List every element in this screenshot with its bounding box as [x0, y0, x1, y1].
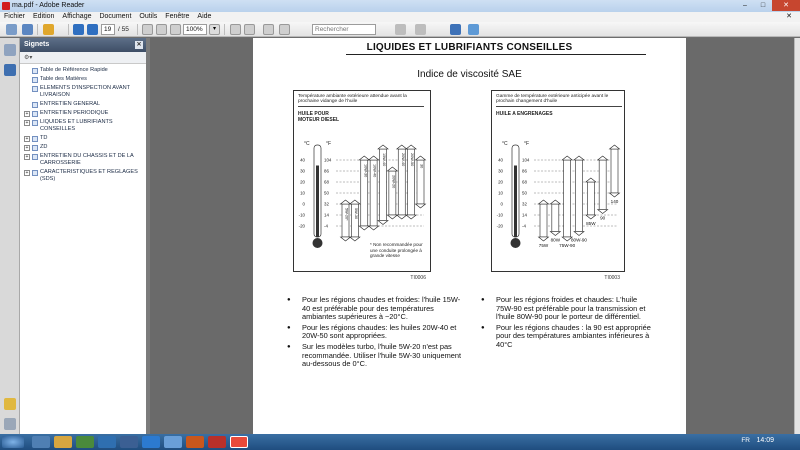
pdf-page: [253, 38, 686, 434]
range-arrow-down: [539, 237, 549, 241]
tick-label-f: 14: [522, 212, 527, 218]
tick-label-c: 10: [498, 190, 503, 196]
axis-unit-f: °F: [326, 141, 332, 147]
bookmark-icon: [32, 120, 38, 126]
window-controls: [736, 0, 800, 12]
email-icon[interactable]: [22, 24, 33, 35]
bookmark-item[interactable]: [20, 75, 146, 84]
taskbar-media-icon[interactable]: [76, 436, 94, 448]
rotate-icon[interactable]: [279, 24, 290, 35]
range-arrow-down: [359, 226, 369, 230]
convert-pdf-icon[interactable]: [450, 24, 461, 35]
tick-label-c: -20: [298, 223, 305, 229]
panel-close-icon[interactable]: ✕: [136, 42, 142, 48]
expand-icon[interactable]: +: [25, 170, 29, 176]
range-arrow-down: [550, 232, 560, 236]
tick-label-c: -10: [298, 212, 305, 218]
taskbar-app-icon[interactable]: [120, 436, 138, 448]
thermometer-bulb: [511, 238, 521, 248]
tray-language[interactable]: FR: [741, 437, 750, 444]
bookmarks-panel-icon[interactable]: [4, 64, 16, 76]
bullet-item: ● Sur les modèles turbo, l'huile 5W-20 n'est pas recommandée. Utiliser l'huile 5W-30 uniquement au-dessous de 0°C.: [287, 341, 462, 369]
range-arrow-down: [397, 215, 407, 219]
tick-label-f: 68: [324, 179, 329, 185]
zoom-select[interactable]: 100%: [183, 24, 207, 35]
bookmarks-panel-title: Signets: [24, 41, 50, 48]
bookmark-icon: [32, 111, 38, 117]
read-mode-icon[interactable]: [263, 24, 274, 35]
taskbar-app4-icon[interactable]: [208, 436, 226, 448]
title-rule: [346, 54, 646, 55]
tick-label-c: -10: [496, 212, 503, 218]
tick-label-c: 20: [498, 179, 503, 185]
window-title: ma.pdf - Adobe Reader: [12, 2, 85, 9]
left-bullet-column: [287, 296, 462, 369]
bookmark-label: ENTRETIEN PERIODIQUE: [40, 110, 109, 116]
previous-page-icon[interactable]: [73, 24, 84, 35]
range-arrow-up: [387, 167, 397, 171]
range-arrow-up: [416, 156, 426, 160]
print-icon[interactable]: [6, 24, 17, 35]
range-arrow-down: [341, 237, 351, 241]
range-arrow-down: [387, 215, 397, 219]
bookmark-label: ZD: [40, 144, 48, 150]
bookmark-item[interactable]: [20, 118, 146, 134]
range-bar: [611, 149, 618, 193]
expand-icon[interactable]: +: [25, 136, 29, 142]
category-label: 30: [419, 164, 424, 169]
range-arrow-down: [586, 215, 596, 219]
range-arrow-up: [341, 200, 351, 204]
tick-label-c: 40: [300, 157, 305, 163]
range-bar: [587, 182, 594, 215]
menu-fichier[interactable]: Fichier: [4, 13, 26, 20]
tick-label-f: 14: [324, 212, 329, 218]
category-label: 80W: [550, 237, 561, 243]
zoom-out-icon[interactable]: [170, 24, 181, 35]
comments-panel-icon[interactable]: [4, 398, 16, 410]
range-bar: [599, 160, 606, 210]
engine-chart-subtitle: HUILE POUR MOTEUR DIESEL: [298, 111, 340, 123]
bookmark-label: Table de Référence Rapide: [40, 67, 108, 73]
taskbar: [0, 434, 800, 450]
sign-icon[interactable]: [395, 24, 406, 35]
category-label: 20W-40: [400, 153, 405, 167]
tick-label-c: 0: [302, 201, 305, 207]
range-arrow-up: [369, 156, 379, 160]
category-label: 75W: [538, 243, 549, 248]
tick-label-f: 104: [324, 157, 332, 163]
bookmarks-panel-header: [20, 38, 146, 52]
comment-icon[interactable]: [415, 24, 426, 35]
fit-width-icon[interactable]: [244, 24, 255, 35]
navigation-pane-icons: [0, 38, 20, 434]
bookmark-icon: [32, 68, 38, 74]
axis-unit-c: °C: [502, 141, 508, 147]
range-arrow-up: [586, 178, 596, 182]
bookmark-icon: [32, 77, 38, 83]
range-arrow-up: [378, 145, 388, 149]
tick-label-f: 86: [522, 168, 527, 174]
toolbar: [0, 22, 800, 37]
range-arrow-up: [598, 156, 608, 160]
menu-outils[interactable]: Outils: [139, 13, 158, 20]
engine-oil-chart: [293, 90, 431, 281]
tick-label-c: 20: [300, 179, 305, 185]
taskbar-clock[interactable]: 14:09: [756, 437, 774, 444]
gear-chart-title: Gamme de température extérieure anticipée avant le prochain changement d'huile: [496, 94, 622, 107]
engine-chart-note: * Non recommandée pour une conduite prolongée à grande vitesse: [370, 242, 423, 258]
gear-chart-plot: [492, 91, 626, 273]
bookmark-icon: [32, 154, 38, 160]
bookmark-item[interactable]: [20, 143, 146, 152]
category-label: 140: [610, 199, 619, 204]
menu-document[interactable]: Document: [99, 13, 132, 20]
range-arrow-down: [416, 204, 426, 208]
bookmark-list: [20, 64, 146, 184]
acrobat-online-icon[interactable]: [468, 24, 479, 35]
category-label: 5W-20*: [344, 208, 349, 221]
zoom-dropdown-icon[interactable]: ▾: [209, 24, 220, 35]
range-bar: [564, 160, 571, 237]
range-arrow-up: [397, 145, 407, 149]
range-arrow-down: [574, 232, 584, 236]
bookmark-options-icon[interactable]: ⚙▾: [24, 55, 33, 61]
attachments-panel-icon[interactable]: [4, 418, 16, 430]
range-arrow-up: [562, 156, 572, 160]
range-arrow-down: [369, 226, 379, 230]
search-input[interactable]: Rechercher: [312, 24, 376, 35]
range-arrow-up: [574, 156, 584, 160]
taskbar-word-icon[interactable]: [142, 436, 160, 448]
category-label: 10W-30: [363, 164, 368, 178]
range-arrow-up: [550, 200, 560, 204]
close-document-icon[interactable]: ✕: [786, 13, 792, 20]
engine-chart-title: Température ambiante extérieure attendue avant la prochaine vidange de l'huile: [298, 94, 424, 107]
tick-label-f: -4: [324, 223, 328, 229]
tick-label-c: -20: [496, 223, 503, 229]
category-label: 80W-90: [570, 237, 588, 243]
tick-label-f: 86: [324, 168, 329, 174]
bookmark-label: ELEMENTS D'INSPECTION AVANT LIVRAISON: [40, 85, 130, 98]
taskbar-ie-icon[interactable]: [98, 436, 116, 448]
category-label: 20W-20: [391, 175, 396, 189]
range-arrow-down: [598, 210, 608, 214]
menu-fenetre[interactable]: Fenêtre: [165, 13, 190, 20]
bullet-item: ● Pour les régions chaudes et froides: l'huile 15W-40 est préférable pour des températures ambiantes supérieures à −20°C.: [287, 295, 461, 322]
range-arrow-up: [610, 145, 620, 149]
bookmark-item[interactable]: [20, 168, 146, 184]
tick-label-f: -4: [522, 223, 526, 229]
tick-label-f: 104: [522, 157, 530, 163]
range-arrow-down: [350, 237, 360, 241]
tick-label-f: 32: [324, 201, 329, 207]
fit-page-icon[interactable]: [230, 24, 241, 35]
bookmark-icon: [32, 102, 38, 108]
tick-label-c: 30: [498, 168, 503, 174]
range-bar: [576, 160, 583, 232]
tick-label-c: 0: [500, 201, 503, 207]
section-title: LIQUIDES ET LUBRIFIANTS CONSEILLES: [366, 42, 573, 53]
thermometer-mercury: [514, 166, 517, 238]
bookmark-label: TD: [40, 135, 48, 141]
taskbar-app3-icon[interactable]: [186, 436, 204, 448]
tick-label-c: 10: [300, 190, 305, 196]
axis-unit-f: °F: [524, 141, 530, 147]
bullet-item: ● Pour les régions chaudes: les huiles 20W-40 et 20W-50 sont appropriées.: [287, 322, 457, 341]
category-label: 15W-40: [382, 153, 386, 167]
category-label: 5W-30: [353, 208, 358, 220]
range-arrow-down: [610, 193, 620, 197]
bookmarks-toolbar: [20, 52, 146, 64]
bookmark-icon: [32, 86, 38, 92]
taskbar-app2-icon[interactable]: [164, 436, 182, 448]
minimize-button[interactable]: –: [743, 2, 747, 9]
right-bullet-column: [481, 296, 656, 350]
expand-icon[interactable]: +: [25, 120, 29, 126]
category-label: 85W: [586, 221, 596, 226]
bookmark-label: ENTRETIEN DU CHASSIS ET DE LA CARROSSERIE: [40, 153, 134, 166]
range-arrow-down: [406, 215, 416, 219]
bookmark-item[interactable]: [20, 152, 146, 168]
next-page-icon[interactable]: [87, 24, 98, 35]
taskbar-adobe-reader-icon[interactable]: [230, 436, 248, 448]
category-label: 10W-40: [372, 164, 377, 178]
category-label: 75W-90: [559, 243, 576, 248]
bookmark-item[interactable]: [20, 84, 146, 100]
gear-oil-chart: [491, 90, 625, 281]
range-arrow-up: [350, 200, 360, 204]
bookmark-label: LIQUIDES ET LUBRIFIANTS CONSEILLES: [40, 119, 113, 132]
document-area: [150, 38, 800, 434]
tick-label-c: 40: [498, 157, 503, 163]
category-label: 90: [600, 215, 606, 221]
tick-label-f: 50: [522, 190, 527, 196]
menu-edition[interactable]: Edition: [33, 13, 55, 20]
engine-chart-ref: TI0006: [410, 275, 426, 281]
axis-unit-c: °C: [304, 141, 310, 147]
taskbar-folder-icon[interactable]: [54, 436, 72, 448]
document-scrollbar[interactable]: [794, 38, 800, 434]
page-subtitle: Indice de viscosité SAE: [417, 69, 522, 80]
page-number-input[interactable]: 19: [101, 24, 115, 35]
tick-label-f: 32: [522, 201, 527, 207]
page-total: / 55: [118, 26, 129, 33]
tick-label-c: 30: [300, 168, 305, 174]
tick-label-f: 50: [324, 190, 329, 196]
maximize-button[interactable]: □: [760, 2, 766, 9]
range-arrow-up: [406, 145, 416, 149]
pages-panel-icon[interactable]: [4, 44, 16, 56]
menu-aide[interactable]: Aide: [197, 13, 212, 20]
bookmark-item[interactable]: [20, 100, 146, 109]
bookmark-item[interactable]: [20, 66, 146, 75]
close-button[interactable]: ✕: [772, 0, 800, 11]
bookmark-item[interactable]: [20, 109, 146, 118]
range-bar: [540, 204, 547, 237]
bookmark-icon: [32, 170, 38, 176]
select-tool-icon[interactable]: [142, 24, 153, 35]
expand-icon[interactable]: +: [25, 145, 29, 151]
bookmarks-panel: [20, 38, 147, 434]
bookmark-label: ENTRETIEN GENERAL: [40, 101, 100, 107]
bullet-item: ● Pour les régions froides et chaudes: L'huile 75W-90 est préférable pour la transmission et l'huile 80W-90 pour le porteur de différentiel.: [481, 295, 646, 322]
thermometer-mercury: [316, 166, 319, 238]
gear-chart-subtitle: HUILE A ENGRENAGES: [496, 111, 553, 117]
range-arrow-up: [539, 200, 549, 204]
bullet-item: ● Pour les régions chaudes : la 90 est appropriée pour des températures ambiantes inférieures à 40°C: [481, 322, 651, 349]
bookmark-label: Table des Matières: [40, 76, 87, 82]
expand-icon[interactable]: +: [25, 111, 29, 117]
menu-bar: [0, 12, 800, 22]
taskbar-explorer-icon[interactable]: [32, 436, 50, 448]
tick-label-f: 68: [522, 179, 527, 185]
thermometer-bulb: [313, 238, 323, 248]
adobe-reader-icon: [2, 2, 10, 10]
gear-chart-ref: TI0003: [604, 275, 620, 281]
start-button[interactable]: [2, 436, 24, 448]
bookmark-label: CARACTERISTIQUES ET REGLAGES (SDS): [40, 169, 138, 182]
range-bar: [552, 204, 559, 232]
bookmark-icon: [32, 136, 38, 142]
menu-affichage[interactable]: Affichage: [62, 13, 92, 20]
share-icon[interactable]: [43, 24, 54, 35]
title-bar: [0, 0, 800, 12]
hand-tool-icon[interactable]: [156, 24, 167, 35]
bookmark-item[interactable]: [20, 134, 146, 143]
category-label: 20W-50: [410, 153, 415, 167]
expand-icon[interactable]: +: [25, 154, 29, 160]
range-arrow-up: [359, 156, 369, 160]
bookmark-icon: [32, 145, 38, 151]
range-arrow-down: [378, 221, 388, 225]
